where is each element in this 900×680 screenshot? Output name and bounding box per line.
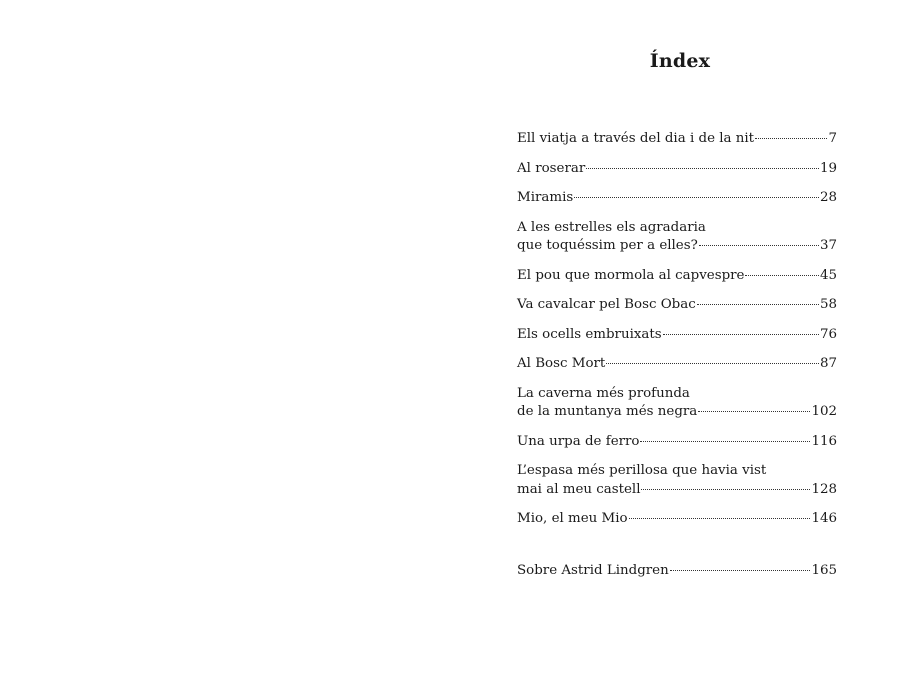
dot-leader [670, 570, 811, 571]
toc-entry[interactable] [517, 433, 837, 452]
index-title: Índex [649, 50, 711, 72]
toc-entry[interactable] [517, 355, 837, 374]
page-number: 87 [819, 356, 837, 371]
entry-title: que toquéssim per a elles? [517, 238, 698, 253]
toc-entry[interactable] [517, 296, 837, 315]
entry-title: de la muntanya més negra [517, 404, 698, 419]
dot-leader [663, 334, 819, 335]
page-number: 7 [828, 131, 837, 146]
toc-entry[interactable] [517, 189, 837, 208]
right-page [450, 0, 900, 680]
dot-leader [755, 138, 827, 139]
toc-entry[interactable] [517, 160, 837, 179]
entry-title: Ell viatja a través del dia i de la nit [517, 131, 755, 146]
page-number: 116 [811, 433, 837, 449]
toc-entry[interactable] [517, 510, 837, 529]
page-number: 28 [819, 190, 837, 205]
page-number: 102 [811, 404, 837, 419]
entry-title-line: La caverna més profunda [517, 385, 690, 401]
table-of-contents [517, 130, 837, 591]
dot-leader [629, 518, 811, 519]
dot-leader [574, 197, 819, 198]
page-number: 58 [819, 297, 837, 312]
page-number: 128 [811, 481, 837, 497]
entry-title: Al Bosc Mort [517, 356, 606, 371]
entry-title: Al roserar [517, 160, 586, 176]
toc-entry-about-author[interactable] [517, 562, 837, 581]
page-number: 19 [819, 160, 837, 176]
dot-leader [640, 441, 810, 442]
dot-leader [745, 275, 818, 276]
entry-title: Una urpa de ferro [517, 433, 640, 449]
toc-entry[interactable] [517, 219, 837, 256]
dot-leader [697, 304, 819, 305]
dot-leader [641, 489, 810, 490]
toc-entry[interactable] [517, 326, 837, 345]
toc-entry[interactable] [517, 267, 837, 286]
dot-leader [586, 168, 819, 169]
dot-leader [698, 411, 810, 412]
page-number: 146 [811, 511, 837, 526]
toc-entry[interactable] [517, 462, 837, 499]
page-number: 165 [811, 562, 837, 578]
entry-title-line: A les estrelles els agradaria [517, 219, 706, 235]
toc-entry[interactable] [517, 385, 837, 422]
entry-title: Mio, el meu Mio [517, 511, 628, 526]
entry-title: Sobre Astrid Lindgren [517, 562, 669, 578]
entry-title: Miramis [517, 190, 574, 205]
entry-title: El pou que mormola al capvespre [517, 267, 745, 283]
entry-title: Els ocells embruixats [517, 326, 662, 342]
entry-title: mai al meu castell [517, 481, 641, 497]
entry-title: Va cavalcar pel Bosc Obac [517, 297, 696, 312]
dot-leader [699, 245, 819, 246]
page-number: 45 [819, 267, 837, 283]
toc-entry[interactable] [517, 130, 837, 149]
dot-leader [606, 363, 819, 364]
page-number: 76 [819, 326, 837, 342]
entry-title-line: L’espasa més perillosa que havia vist [517, 463, 767, 478]
page-number: 37 [819, 238, 837, 253]
